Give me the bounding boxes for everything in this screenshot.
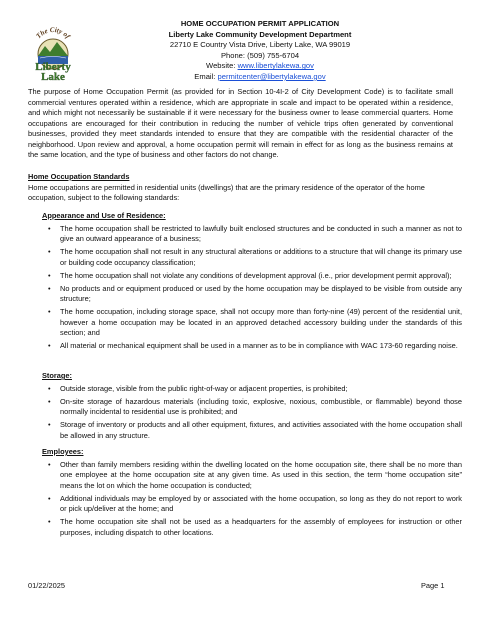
list-item: • The home occupation shall not result in any structural alterations or additions to a structure that will change its primary use or building code occupancy classification; [42,247,462,268]
footer-page-number: Page 1 [421,581,445,590]
storage-section [42,371,472,444]
phone: Phone: (509) 755-6704 [220,50,300,60]
standards-heading: Home Occupation Standards [28,172,130,181]
list-item: • The home occupation site shall not be used as a headquarters for the assembly of employees for instruction or other purposes, including dispatch to other locations. [42,517,462,538]
address: 22710 E Country Vista Drive, Liberty Lake, WA 99019 [169,40,351,50]
list-item: • On-site storage of hazardous materials (including toxic, explosive, noxious, combustible, or flammable) beyond those normally incidental to residential use is prohibited; and [42,397,462,418]
footer-date: 01/22/2025 [28,581,65,590]
website-line: Website: www.libertylakewa.gov [206,61,314,71]
list-item: • The home occupation, including storage space, shall not occupy more than forty-nine (49) percent of the residential unit, however a home occupation may be located in an approved detached accessory building under the standards of this section; and [42,307,462,339]
svg-text:Liberty: Liberty [35,61,71,73]
svg-text:The City of: The City of [34,25,72,41]
employees-heading: Employees: [42,447,84,456]
appearance-heading: Appearance and Use of Residence: [42,211,166,220]
list-item: • Outside storage, visible from the public right-of-way or adjacent properties, is prohibited; [42,384,462,395]
city-logo [27,22,79,84]
appearance-list [42,224,472,352]
document-header [110,19,410,83]
storage-heading: Storage: [42,371,72,380]
standards-section [28,172,458,204]
list-item: • Other than family members residing within the dwelling located on the home occupation site, there shall be no more than one employee at the home occupation site at any given time. As used in this section, the term “home occupation site” means the lot on which the home occupation is conducted; [42,460,462,492]
list-item: • Additional individuals may be employed by or associated with the home occupation, so long as they do not report to work or pick up/deliver at the home; and [42,494,462,515]
list-item: • Storage of inventory or products and all other equipment, fixtures, and activities associated with the home occupation shall be allowed in any structure. [42,420,462,441]
list-item: • The home occupation shall be restricted to lawfully built enclosed structures and be conducted in such a manner as not to give an outward appearance of a business; [42,224,462,245]
standards-text: Home occupations are permitted in residential units (dwellings) that are the primary residence of the operator of the home occupation, subject to the following standards: [28,182,425,202]
intro-paragraph: The purpose of Home Occupation Permit (as provided for in Section 10-4I-2 of City Development Code) is to facilitate small commercial ventures operated within a residence, which are appropriate in scale and impact to be operated within a residence, and which might not necessarily be sustainable if it were necessary for the business owner to lease commercial quarters. Home occupations are encouraged for their contribution in reducing the number of vehicle trips often generated by conventional businesses, provided they meet standards intended to ensure that they are compatible with the residential character of the neighborhood. Upon review and approval, a home occupation permit will remain in effect for as long as the business remains at the same location, and the type of business and other factors do not change. [28,87,453,159]
list-item: • The home occupation shall not violate any conditions of development approval (i.e., prior development permit approval); [42,271,462,282]
website-link[interactable]: www.libertylakewa.gov [237,61,314,71]
email-line: Email: permitcenter@libertylakewa.gov [194,71,326,81]
department-name: Liberty Lake Community Development Department [168,29,352,39]
employees-section [42,447,472,541]
svg-text:Lake: Lake [41,71,65,83]
email-link[interactable]: permitcenter@libertylakewa.gov [217,71,326,81]
storage-list [42,384,472,442]
form-title: HOME OCCUPATION PERMIT APPLICATION [180,19,340,28]
list-item: • All material or mechanical equipment shall be used in a manner as to be in compliance with WAC 173-60 regarding noise. [42,341,462,352]
list-item: • No products and or equipment produced or used by the home occupation may be displayed to be visible from outside any structure; [42,284,462,305]
appearance-section [42,211,472,355]
employees-list [42,460,472,539]
